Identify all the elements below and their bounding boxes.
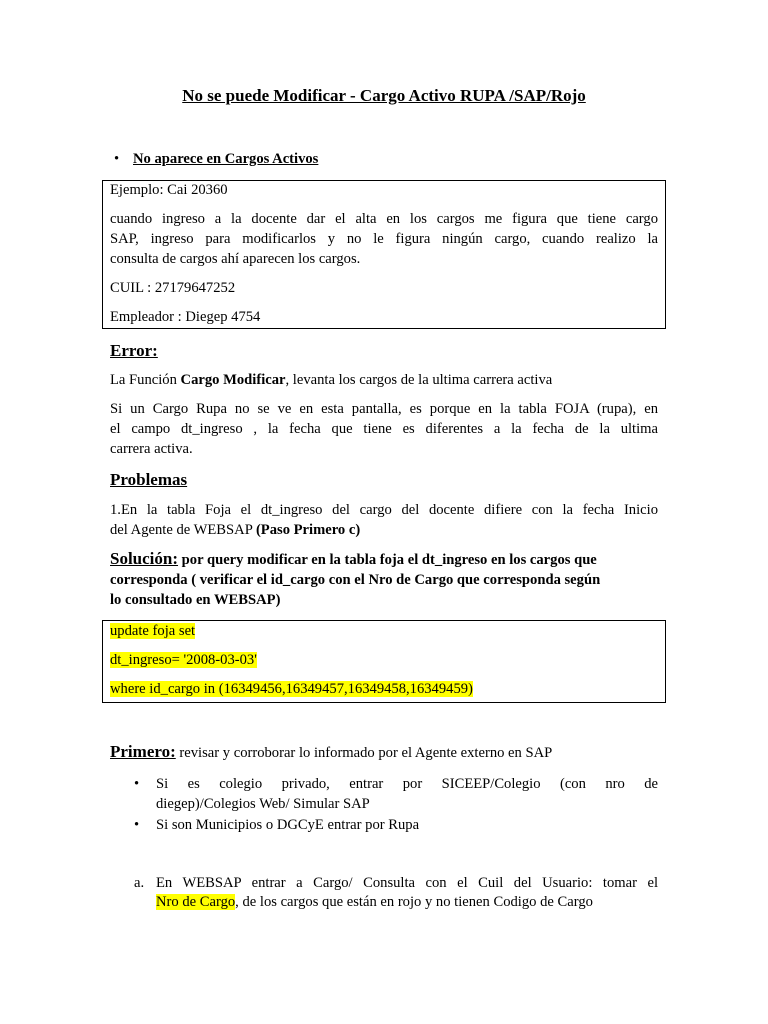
step-a-line: Nro de Cargo, de los cargos que están en rojo y no tienen Codigo de Cargo: [156, 894, 593, 910]
query-line: where id_cargo in (16349456,16349457,16349458,16349459): [110, 681, 473, 697]
step-label: a.: [134, 875, 145, 891]
primero-line: Primero: revisar y corroborar lo informado por el Agente externo en SAP: [110, 742, 553, 761]
error-paragraph-1: La Función Cargo Modificar, levanta los cargos de la ultima carrera activa: [110, 372, 553, 388]
query-line: update foja set: [110, 623, 196, 639]
list-item: diegep)/Colegios Web/ Simular SAP: [156, 796, 370, 812]
error-paragraph-line: Si un Cargo Rupa no se ve en esta pantalla, es porque en la tabla FOJA (rupa), en: [110, 401, 658, 417]
example-line: Ejemplo: Cai 20360: [110, 182, 228, 198]
problemas-line: del Agente de WEBSAP (Paso Primero c): [110, 522, 361, 538]
step-a-line: En WEBSAP entrar a Cargo/ Consulta con el Cuil del Usuario: tomar el: [156, 875, 658, 891]
bullet-heading-text: No aparece en Cargos Activos: [133, 151, 319, 167]
error-paragraph-line: carrera activa.: [110, 441, 193, 457]
error-paragraph-line: el campo dt_ingreso , la fecha que tiene es diferentes a la fecha de la ultima: [110, 421, 658, 437]
empleador-line: Empleador : Diegep 4754: [110, 309, 261, 325]
example-paragraph-line: consulta de cargos ahí aparecen los cargos.: [110, 251, 361, 267]
solucion-line: corresponda ( verificar el id_cargo con el Nro de Cargo que corresponda según: [110, 572, 601, 588]
bullet-icon: •: [134, 817, 140, 833]
bullet-icon: •: [114, 151, 120, 167]
problemas-line: 1.En la tabla Foja el dt_ingreso del cargo del docente difiere con la fecha Inicio: [110, 502, 658, 518]
primero-label: Primero:: [110, 742, 176, 761]
cuil-line: CUIL : 27179647252: [110, 280, 236, 296]
example-paragraph-line: SAP, ingreso para modificarlos y no le figura ningún cargo, cuando realizo la: [110, 231, 658, 247]
solucion-line: Solución: por query modificar en la tabla foja el dt_ingreso en los cargos que: [110, 549, 597, 568]
solucion-label: Solución:: [110, 549, 179, 568]
problemas-heading: Problemas: [110, 470, 188, 489]
error-heading: Error:: [110, 341, 158, 360]
example-paragraph-line: cuando ingreso a la docente dar el alta en los cargos me figura que tiene cargo: [110, 211, 658, 227]
bullet-icon: •: [134, 776, 140, 792]
page-title: No se puede Modificar - Cargo Activo RUPA /SAP/Rojo: [182, 86, 586, 105]
solucion-line: lo consultado en WEBSAP): [110, 592, 281, 608]
query-line: dt_ingreso= '2008-03-03': [110, 652, 257, 668]
list-item: Si es colegio privado, entrar por SICEEP/Colegio (con nro de: [156, 776, 658, 792]
list-item: Si son Municipios o DGCyE entrar por Rupa: [156, 817, 420, 833]
nro-de-cargo-highlight: Nro de Cargo: [156, 894, 236, 910]
